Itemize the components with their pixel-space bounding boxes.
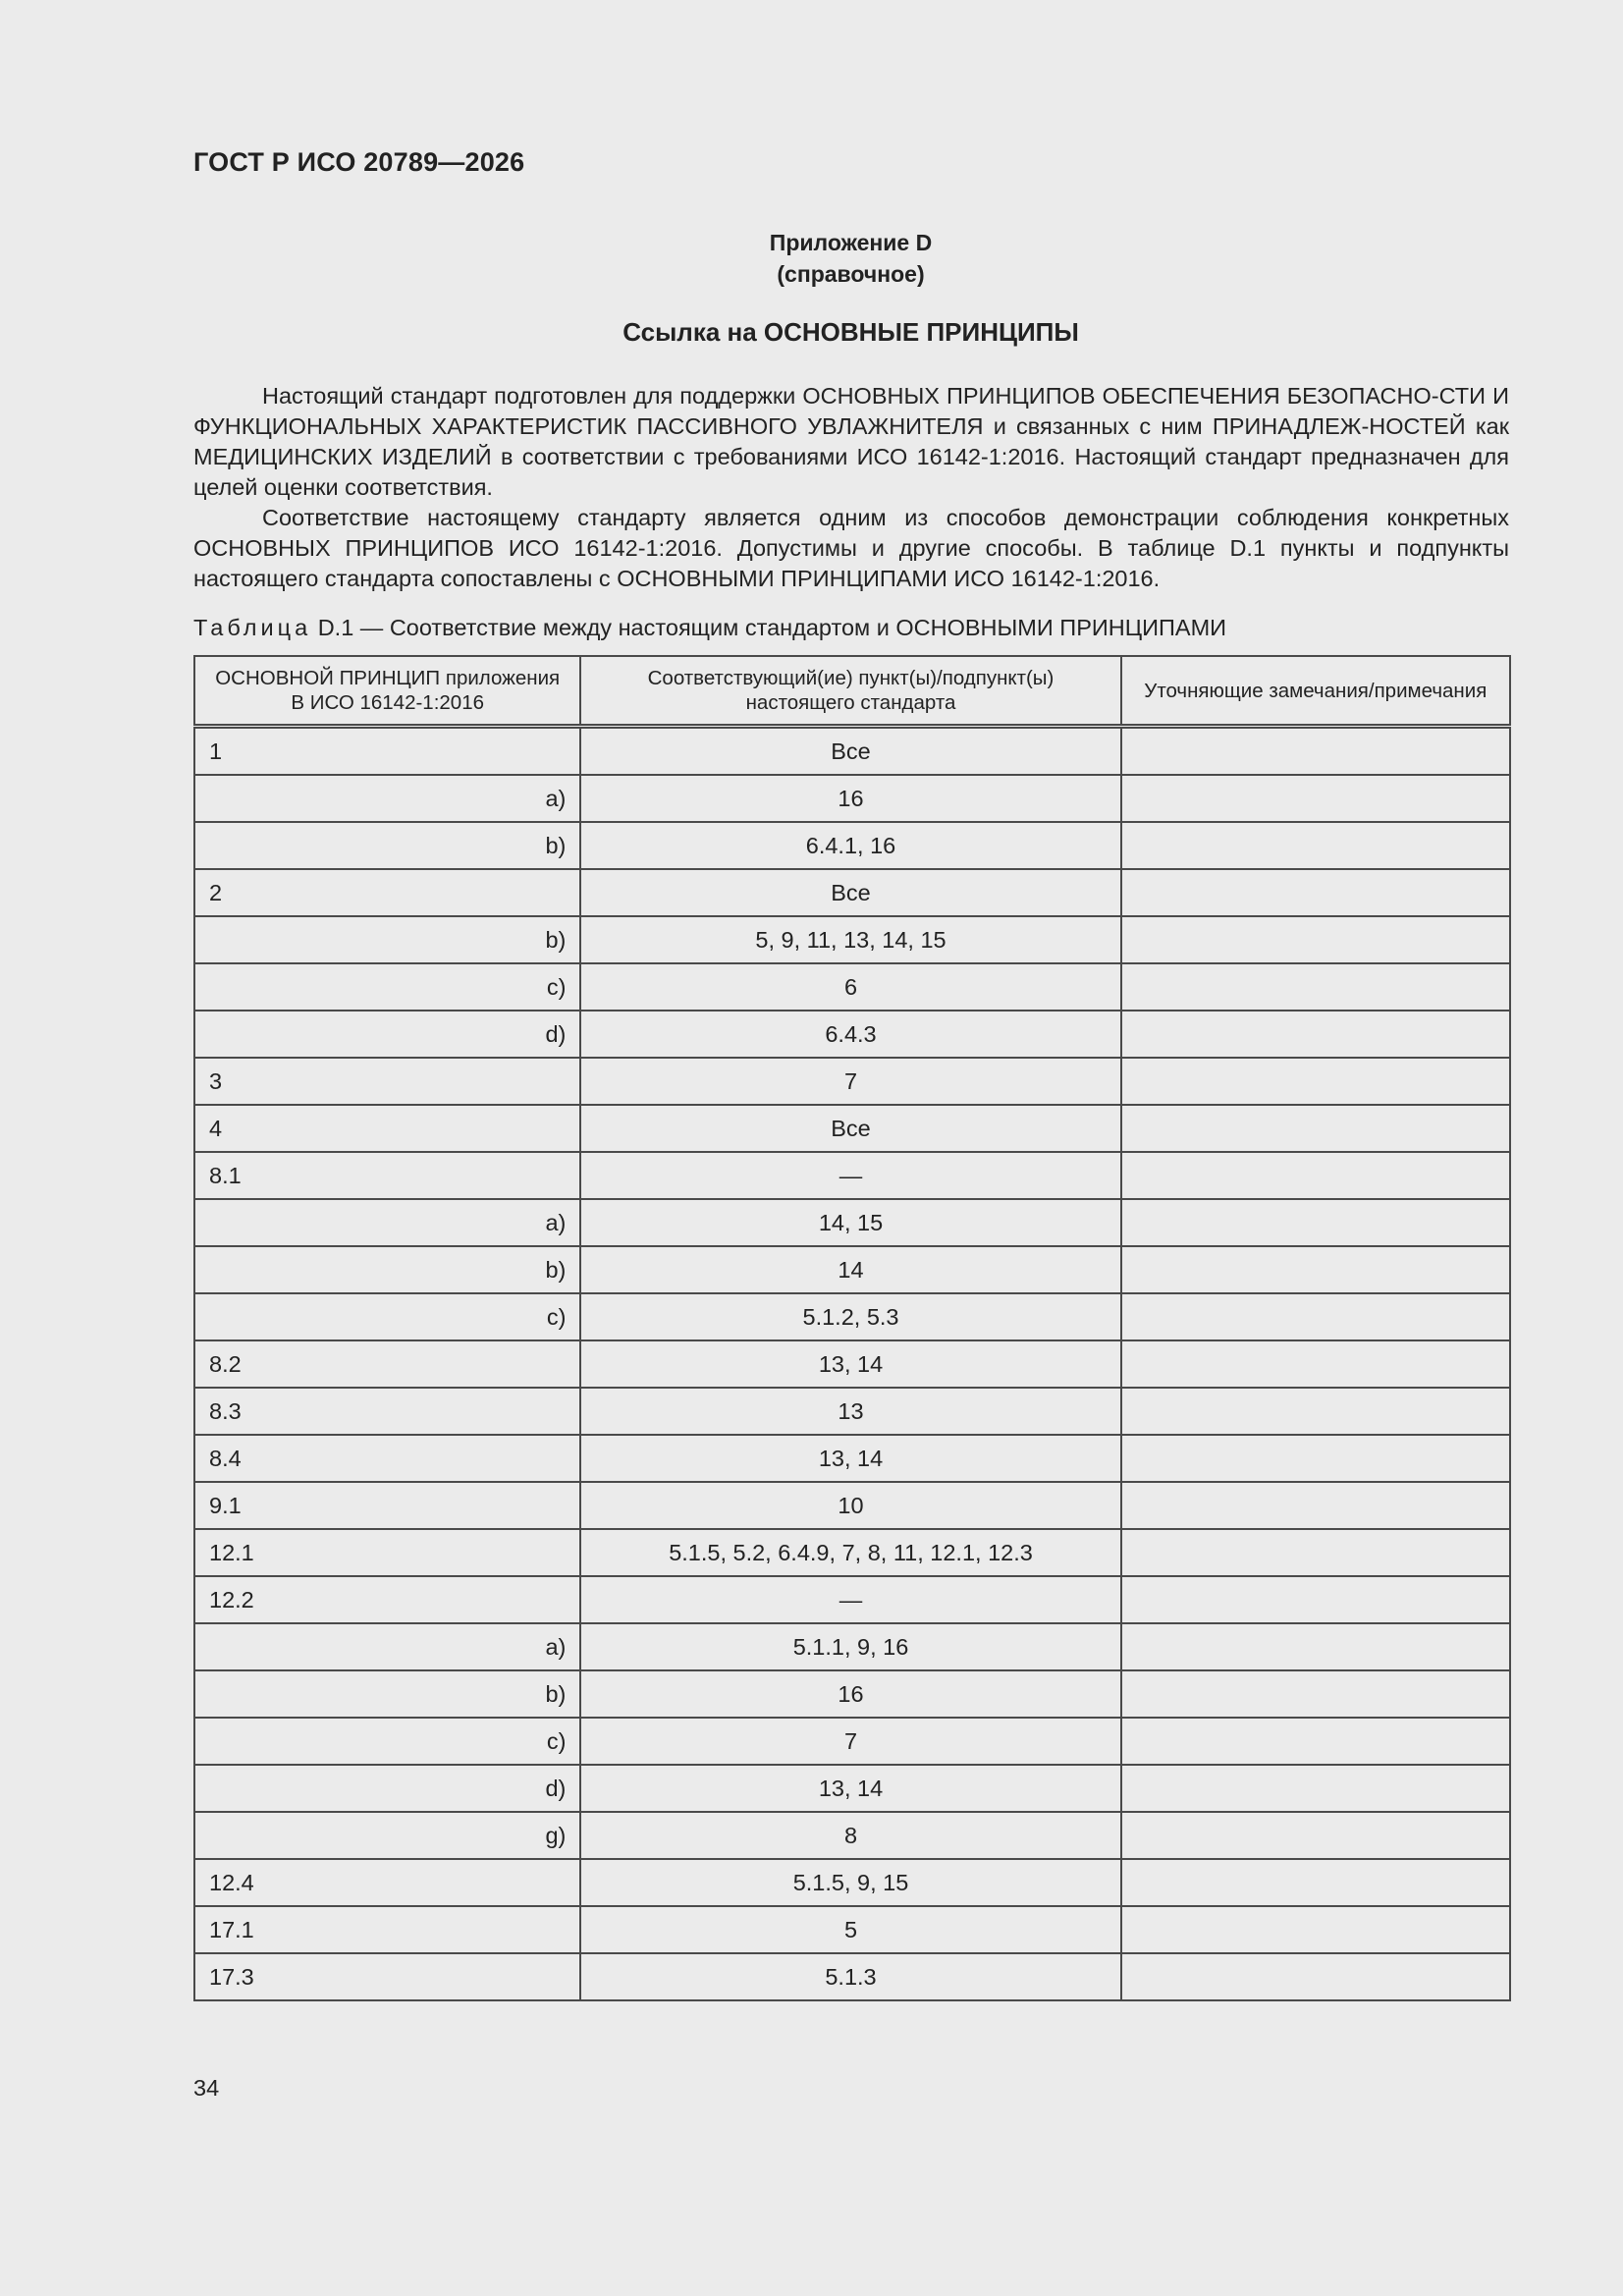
notes-cell [1121,775,1510,822]
notes-cell [1121,1340,1510,1388]
principle-cell: c) [194,1293,580,1340]
table-caption-text: D.1 — Соответствие между настоящим стандартом и ОСНОВНЫМИ ПРИНЦИПАМИ [317,615,1227,640]
notes-cell [1121,1058,1510,1105]
clauses-cell: 5.1.1, 9, 16 [580,1623,1120,1670]
table-header-row [194,656,1510,727]
table-caption [193,615,1226,641]
clauses-cell: 5, 9, 11, 13, 14, 15 [580,916,1120,963]
paragraph: Настоящий стандарт подготовлен для поддержки ОСНОВНЫХ ПРИНЦИПОВ ОБЕСПЕЧЕНИЯ БЕЗОПАСНО-СТИ И ФУНКЦИОНАЛЬНЫХ ХАРАКТЕРИСТИК ПАССИВНОГО УВЛАЖНИТЕЛЯ и связанных с ним ПРИНАДЛЕЖ-НОСТЕЙ как МЕДИЦИНСКИХ ИЗДЕЛИЙ в соответствии с требованиями ИСО 16142-1:2016. Настоящий стандарт предназначен для целей оценки соответствия. [193,383,1509,500]
principle-cell: 12.4 [194,1859,580,1906]
principle-cell: a) [194,1623,580,1670]
notes-cell [1121,1388,1510,1435]
clauses-cell: 5.1.2, 5.3 [580,1293,1120,1340]
clauses-cell: Все [580,1105,1120,1152]
principle-cell: b) [194,916,580,963]
table-row [194,1812,1510,1859]
table-row [194,775,1510,822]
clauses-cell: — [580,1576,1120,1623]
principle-cell: 9.1 [194,1482,580,1529]
section-title: Ссылка на ОСНОВНЫЕ ПРИНЦИПЫ [622,317,1079,347]
notes-cell [1121,1670,1510,1718]
table-row [194,1152,1510,1199]
notes-cell [1121,1152,1510,1199]
clauses-cell: 5.1.5, 9, 15 [580,1859,1120,1906]
clauses-cell: Все [580,727,1120,776]
principle-cell: 12.1 [194,1529,580,1576]
header-principle: ОСНОВНОЙ ПРИНЦИП приложения B ИСО 16142-1:2016 [194,656,580,727]
principle-cell: g) [194,1812,580,1859]
notes-cell [1121,1105,1510,1152]
paragraph: Соответствие настоящему стандарту является одним из способов демонстрации соблюдения конкретных ОСНОВНЫХ ПРИНЦИПОВ ИСО 16142-1:2016. Допустимы и другие способы. В таблице D.1 пункты и подпункты настоящего стандарта сопоставлены с ОСНОВНЫМИ ПРИНЦИПАМИ ИСО 16142-1:2016. [193,505,1509,591]
table-row [194,1953,1510,2000]
body-text [193,381,1509,594]
clauses-cell: 5 [580,1906,1120,1953]
clauses-cell: 5.1.3 [580,1953,1120,2000]
clauses-cell: 13, 14 [580,1765,1120,1812]
clauses-cell: 16 [580,775,1120,822]
notes-cell [1121,1812,1510,1859]
table-row [194,963,1510,1011]
clauses-cell: 7 [580,1718,1120,1765]
notes-cell [1121,1529,1510,1576]
principle-cell: 4 [194,1105,580,1152]
annex-title: Приложение D [769,230,933,255]
principle-cell: d) [194,1765,580,1812]
clauses-cell: 10 [580,1482,1120,1529]
table-caption-label: Таблица [193,615,312,640]
notes-cell [1121,822,1510,869]
header-notes: Уточняющие замечания/примечания [1121,656,1510,727]
table-row [194,822,1510,869]
clauses-cell: 6 [580,963,1120,1011]
principle-cell: 17.3 [194,1953,580,2000]
annex-heading [0,227,1623,290]
table-row [194,1105,1510,1152]
notes-cell [1121,1906,1510,1953]
notes-cell [1121,1293,1510,1340]
notes-cell [1121,727,1510,776]
notes-cell [1121,1199,1510,1246]
clauses-cell: 14, 15 [580,1199,1120,1246]
clauses-cell: 13, 14 [580,1340,1120,1388]
notes-cell [1121,1011,1510,1058]
clauses-cell: 6.4.3 [580,1011,1120,1058]
notes-cell [1121,916,1510,963]
table-row [194,1293,1510,1340]
table-row [194,727,1510,776]
principle-cell: b) [194,822,580,869]
clauses-cell: 5.1.5, 5.2, 6.4.9, 7, 8, 11, 12.1, 12.3 [580,1529,1120,1576]
clauses-cell: 16 [580,1670,1120,1718]
principle-cell: 17.1 [194,1906,580,1953]
table-row [194,1058,1510,1105]
notes-cell [1121,1859,1510,1906]
table-row [194,1906,1510,1953]
table-row [194,1859,1510,1906]
notes-cell [1121,1623,1510,1670]
principle-cell: d) [194,1011,580,1058]
principle-cell: 8.1 [194,1152,580,1199]
clauses-cell: Все [580,869,1120,916]
table-row [194,1199,1510,1246]
table-row [194,1246,1510,1293]
table-row [194,1482,1510,1529]
notes-cell [1121,963,1510,1011]
principle-cell: c) [194,1718,580,1765]
header-clauses: Соответствующий(ие) пункт(ы)/подпункт(ы) настоящего стандарта [580,656,1120,727]
correspondence-table [193,655,1511,2001]
table-row [194,1576,1510,1623]
table-row [194,1435,1510,1482]
table-row [194,1388,1510,1435]
notes-cell [1121,1576,1510,1623]
table-row [194,1623,1510,1670]
principle-cell: 8.4 [194,1435,580,1482]
clauses-cell: — [580,1152,1120,1199]
table-body [194,727,1510,2001]
document-code: ГОСТ Р ИСО 20789—2026 [193,147,525,177]
table-row [194,1011,1510,1058]
principle-cell: c) [194,963,580,1011]
page-number: 34 [193,2075,220,2101]
table-row [194,1529,1510,1576]
clauses-cell: 6.4.1, 16 [580,822,1120,869]
clauses-cell: 13 [580,1388,1120,1435]
annex-status: (справочное) [777,261,925,287]
table-row [194,1718,1510,1765]
notes-cell [1121,1953,1510,2000]
clauses-cell: 13, 14 [580,1435,1120,1482]
principle-cell: a) [194,1199,580,1246]
table-row [194,1765,1510,1812]
clauses-cell: 14 [580,1246,1120,1293]
principle-cell: 8.3 [194,1388,580,1435]
clauses-cell: 8 [580,1812,1120,1859]
principle-cell: 8.2 [194,1340,580,1388]
principle-cell: 12.2 [194,1576,580,1623]
table-row [194,869,1510,916]
notes-cell [1121,1435,1510,1482]
table-row [194,1670,1510,1718]
notes-cell [1121,1482,1510,1529]
clauses-cell: 7 [580,1058,1120,1105]
table-row [194,1340,1510,1388]
notes-cell [1121,1246,1510,1293]
principle-cell: 3 [194,1058,580,1105]
notes-cell [1121,1718,1510,1765]
table-row [194,916,1510,963]
principle-cell: 2 [194,869,580,916]
notes-cell [1121,1765,1510,1812]
principle-cell: b) [194,1670,580,1718]
principle-cell: b) [194,1246,580,1293]
notes-cell [1121,869,1510,916]
principle-cell: 1 [194,727,580,776]
principle-cell: a) [194,775,580,822]
